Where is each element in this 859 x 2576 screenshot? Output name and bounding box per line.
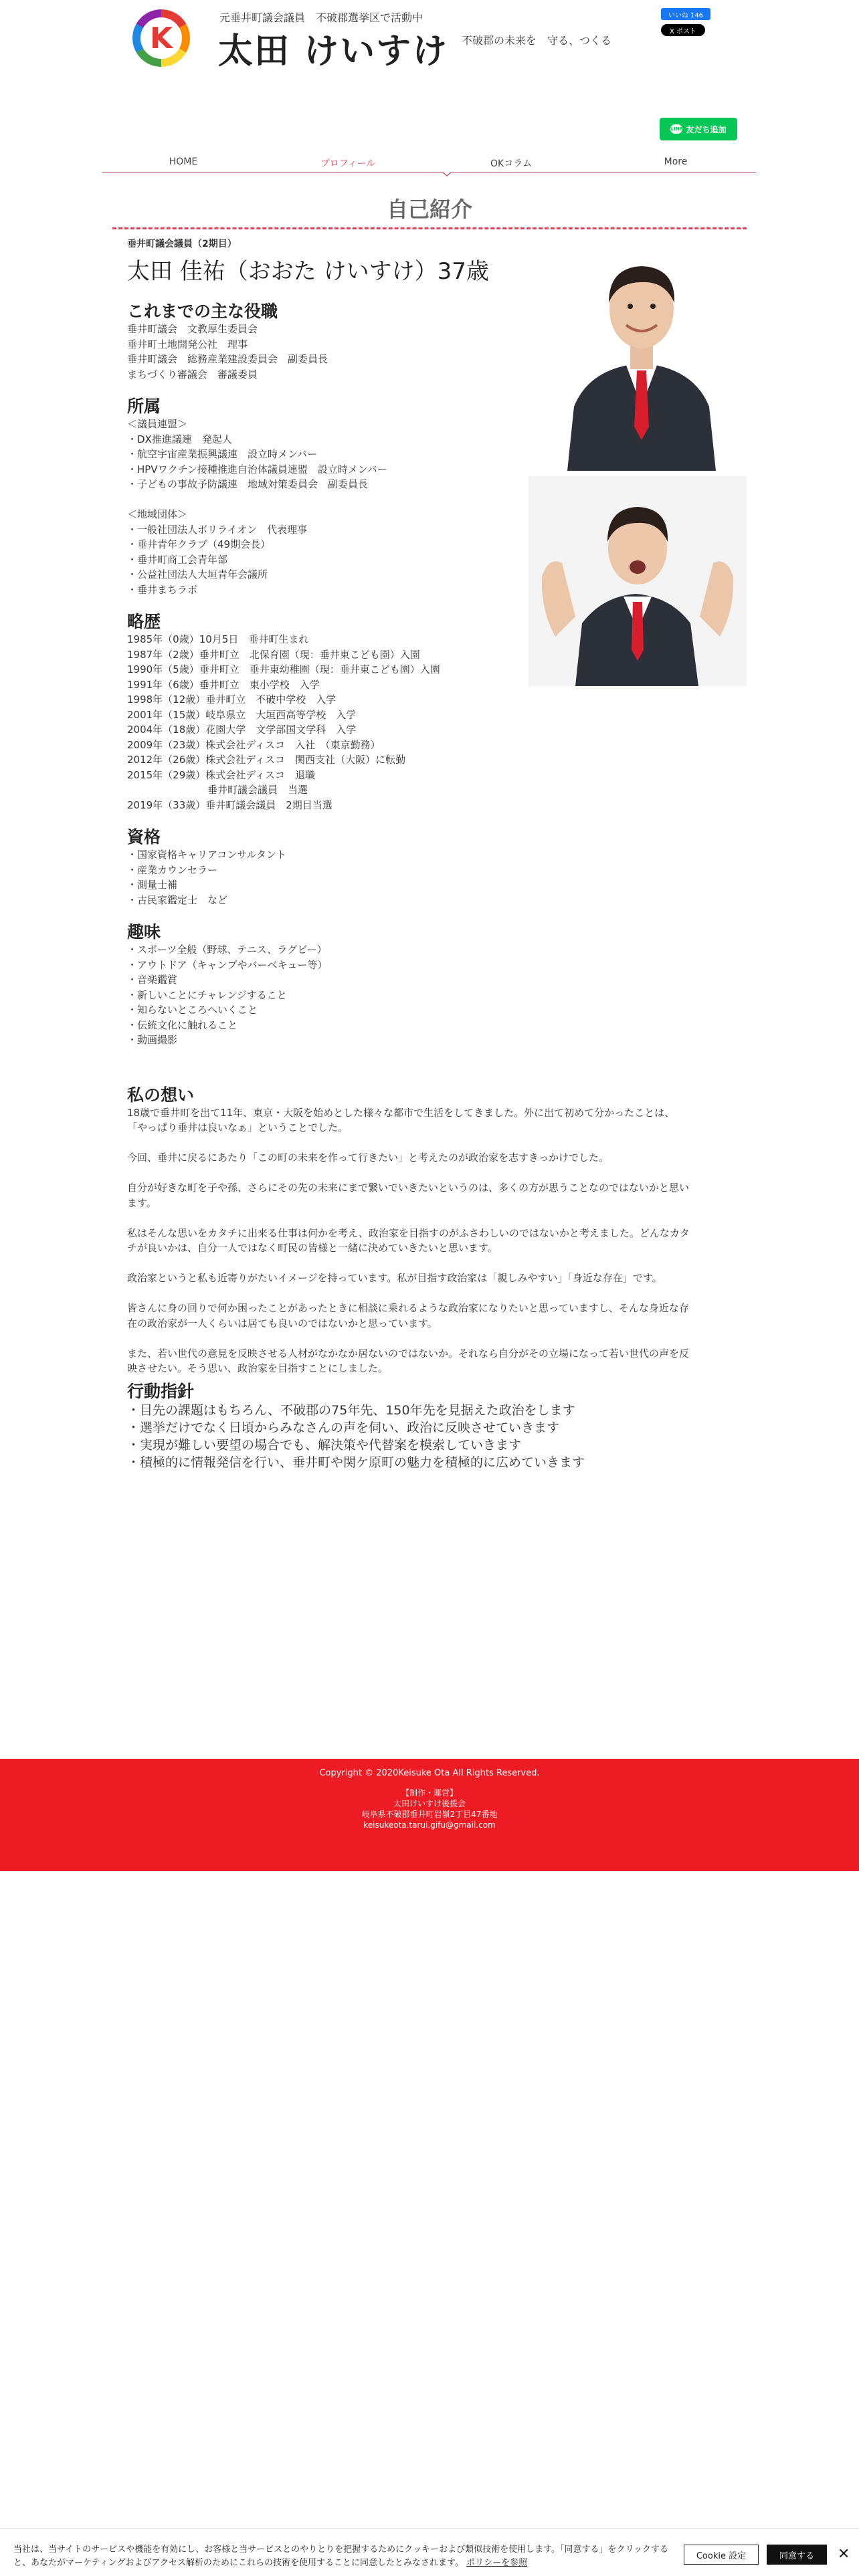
footer-copyright: Copyright © 2020Keisuke Ota All Rights Reserved.	[319, 1768, 540, 1778]
hobby-line: ・知らないところへいくこと	[127, 1004, 258, 1016]
profile-name: 太田 佳祐（おおた けいすけ）37歳	[127, 258, 489, 285]
section-heading: 略歴	[127, 612, 161, 631]
history-line: 2019年（33歳）垂井町議会議員 2期目当選	[127, 798, 332, 811]
history-line: 1998年（12歳）垂井町立 不破中学校 入学	[127, 693, 337, 706]
history-line: 1985年（0歳）10月5日 垂井町生まれ	[127, 633, 309, 645]
qualification-line: ・古民家鑑定士 など	[127, 893, 228, 906]
cookie-settings-button[interactable]: Cookie 設定	[684, 2545, 759, 2565]
thoughts-line	[127, 1256, 729, 1271]
thoughts-line: 皆さんに身の回りで何か困ったことがあったときに相談に乗れるような政治家になりたいと思っていますし、そんな身近な存	[127, 1302, 689, 1314]
qualification-line: ・産業カウンセラー	[127, 863, 218, 876]
section-qualifications	[127, 827, 529, 907]
history-line: 2004年（18歳）花園大学 文学部国文学科 入学	[127, 724, 357, 736]
line-icon: LINE	[670, 124, 682, 134]
thoughts-line: 今回、垂井に戻るにあたり「この町の未来を作って行きたい」と考えたのが政治家を志すきっかけでした。	[127, 1152, 609, 1164]
history-line: 2015年（29歳）株式会社ディスコ 退職	[127, 768, 316, 781]
thoughts-line: チが良いかは、自分一人ではなく町民の皆様と一緒に決めていきたいと思います。	[127, 1242, 498, 1254]
policy-line: ・積極的に情報発信を行い、垂井町や関ケ原町の魅力を積極的に広めていきます	[127, 1455, 585, 1470]
site-header	[0, 0, 859, 167]
section-thoughts	[127, 1085, 729, 1376]
title-divider	[112, 227, 747, 229]
history-line: 2001年（15歳）岐阜県立 大垣西高等学校 入学	[127, 708, 357, 721]
nav-item-ok-column[interactable]: OKコラム	[490, 158, 533, 169]
cookie-text	[13, 2543, 669, 2570]
roles-line: まちづくり審議会 審議委員	[127, 368, 258, 381]
thoughts-line	[127, 1210, 729, 1226]
affiliation-line: ・垂井町商工会青年部	[127, 553, 228, 566]
section-policy	[127, 1382, 729, 1471]
site-slogan: 不破郡の未来を 守る、つくる	[462, 34, 612, 47]
footer-line: 岐阜県不破郡垂井町岩嶺2丁目47番地	[361, 1810, 498, 1819]
logo-letter: K	[140, 17, 182, 59]
affiliation-line: ＜地域団体＞	[127, 508, 188, 520]
nav-item-more[interactable]: More	[664, 156, 688, 167]
affiliation-line: ・垂井まちラボ	[127, 583, 198, 596]
history-line: 1987年（2歳）垂井町立 北保育園（現：垂井東こども園）入園	[127, 648, 420, 661]
roles-line: 垂井町議会 文教厚生委員会	[127, 323, 258, 335]
roles-line: 垂井町議会 総務産業建設委員会 副委員長	[127, 353, 328, 365]
section-history	[127, 612, 529, 813]
thoughts-line	[127, 1286, 729, 1301]
affiliation-line: ・垂井青年クラブ（49期会長）	[127, 538, 271, 550]
hobby-line: ・新しいことにチャレンジすること	[127, 988, 287, 1001]
section-hobbies	[127, 922, 529, 1048]
qualification-line: ・国家資格キャリアコンサルタント	[127, 849, 286, 861]
page-title: 自己紹介	[386, 197, 472, 222]
thoughts-line	[127, 1331, 729, 1346]
affiliation-line: ・航空宇宙産業振興議連 設立時メンバー	[127, 448, 317, 460]
nav-active-indicator	[442, 172, 452, 177]
section-heading: 所属	[127, 397, 161, 416]
roles-line: 垂井町土地開発公社 理事	[127, 338, 248, 350]
footer-line: 【制作・運営】	[401, 1788, 458, 1798]
history-line: 2009年（23歳）株式会社ディスコ 入社 （東京勤務）	[127, 738, 381, 751]
section-heading: 資格	[127, 827, 161, 847]
affiliation-line	[127, 492, 529, 508]
close-icon[interactable]: ✕	[838, 2546, 850, 2563]
footer-line: 太田けいすけ後援会	[393, 1799, 466, 1808]
hobby-line: ・アウトドア（キャンプやバーベキュー等）	[127, 958, 328, 971]
section-heading: これまでの主な役職	[127, 302, 278, 321]
portrait-photo	[547, 239, 736, 471]
thoughts-line: 自分が好きな町を子や孫、さらにその先の未来にまで繋いでいきたいというのは、多くの方が思うことなのではないかと思い	[127, 1182, 690, 1194]
section-roles	[127, 302, 529, 382]
line-add-friend-button[interactable]	[660, 118, 737, 140]
affiliation-line: ＜議員連盟＞	[127, 418, 188, 430]
line-add-friend-label: 友だち追加	[686, 124, 727, 134]
profile-content	[127, 237, 690, 1471]
thoughts-line: 在の政治家が一人くらいは居ても良いのではないかと思っています。	[127, 1317, 438, 1329]
nav-item-profile[interactable]: プロフィール	[320, 158, 376, 169]
policy-line: ・選挙だけでなく日頃からみなさんの声を伺い、政治に反映させていきます	[127, 1420, 560, 1435]
affiliation-line: ・公益社団法人大垣青年会議所	[127, 568, 268, 580]
profile-subhead: 垂井町議会議員（2期目）	[127, 239, 237, 249]
thoughts-line: また、若い世代の意見を反映させる人材がなかなか居ないのではないか。それなら自分がその立場になって若い世代の声を反	[127, 1347, 690, 1360]
thoughts-line: 政治家というと私も近寄りがたいイメージを持っています。私が目指す政治家は「親しみやすい」「身近な存在」です。	[127, 1272, 662, 1284]
thoughts-line	[127, 1136, 729, 1151]
thoughts-line: 18歳で垂井町を出て11年、東京・大阪を始めとした様々な都市で生活をしてきました。外に出て初めて分かったことは、	[127, 1106, 675, 1119]
section-heading: 趣味	[127, 922, 161, 942]
qualification-line: ・測量士補	[127, 879, 178, 891]
thoughts-line	[127, 1166, 729, 1181]
hobby-line: ・スポーツ全般（野球、テニス、ラグビー）	[127, 944, 327, 956]
thoughts-line: ます。	[127, 1196, 157, 1209]
history-line: 1990年（5歳）垂井町立 垂井東幼稚園（現：垂井東こども園）入園	[127, 663, 440, 675]
affiliation-line: ・HPVワクチン接種推進自治体議員連盟 設立時メンバー	[127, 463, 387, 475]
nav-item-home[interactable]: HOME	[169, 156, 198, 167]
affiliation-line: ・DX推進議連 発起人	[127, 433, 232, 445]
footer-email[interactable]: keisukeota.tarui.gifu@gmail.com	[363, 1820, 496, 1830]
cookie-policy-link[interactable]: ポリシーを参照	[466, 2558, 528, 2568]
thoughts-line: 「やっぱり垂井は良いなぁ」ということでした。	[127, 1121, 349, 1134]
history-line: 垂井町議会議員 当選	[127, 784, 308, 796]
affiliation-line: ・一般社団法人ボリライオン 代表理事	[127, 523, 308, 536]
x-post-button[interactable]: X ポスト	[661, 24, 705, 36]
thoughts-line: 映させたい。そう思い、政治家を目指すことにしました。	[127, 1362, 389, 1374]
site-name[interactable]: 太田 けいすけ	[218, 31, 449, 72]
affiliation-line: ・子どもの事故予防議連 地域対策委員会 副委員長	[127, 478, 369, 490]
section-heading: 私の想い	[127, 1085, 195, 1105]
policy-line: ・目先の課題はもちろん、不破郡の75年先、150年先を見据えた政治をします	[127, 1402, 575, 1418]
cookie-accept-button[interactable]: 同意する	[767, 2545, 827, 2565]
hobby-line: ・動画撮影	[127, 1034, 178, 1046]
policy-line: ・実現が難しい要望の場合でも、解決策や代替案を模索していきます	[127, 1437, 522, 1453]
main-nav	[102, 152, 756, 173]
section-affiliation	[127, 397, 529, 597]
speaking-photo	[529, 476, 747, 686]
cookie-message: 当社は、当サイトのサービスや機能を有効にし、お客様と当サービスとのやりとりを把握するためにクッキーおよび類似技術を使用します。「同意する」をクリックすると、あなたがマーケティングおよびアクセス解析のためにこれらの技術を使用することに同意したとみなされます。	[13, 2545, 669, 2568]
cookie-banner	[0, 2528, 859, 2576]
section-heading: 行動指針	[127, 1381, 195, 1401]
history-line: 1991年（6歳）垂井町立 東小学校 入学	[127, 678, 320, 691]
site-footer	[0, 1759, 859, 1871]
hobby-line: ・伝統文化に触れること	[127, 1018, 238, 1031]
site-logo[interactable]	[132, 9, 190, 67]
facebook-like-button[interactable]: いいね 146	[661, 8, 710, 20]
hobby-line: ・音楽鑑賞	[127, 974, 178, 986]
site-tagline: 元垂井町議会議員 不破郡選挙区で活動中	[219, 11, 423, 24]
history-line: 2012年（26歳）株式会社ディスコ 関西支社（大阪）に転勤	[127, 754, 406, 766]
thoughts-line: 私はそんな思いをカタチに出来る仕事は何かを考え、政治家を目指すのがふさわしいのではないかと考えました。どんなカタ	[127, 1226, 690, 1239]
